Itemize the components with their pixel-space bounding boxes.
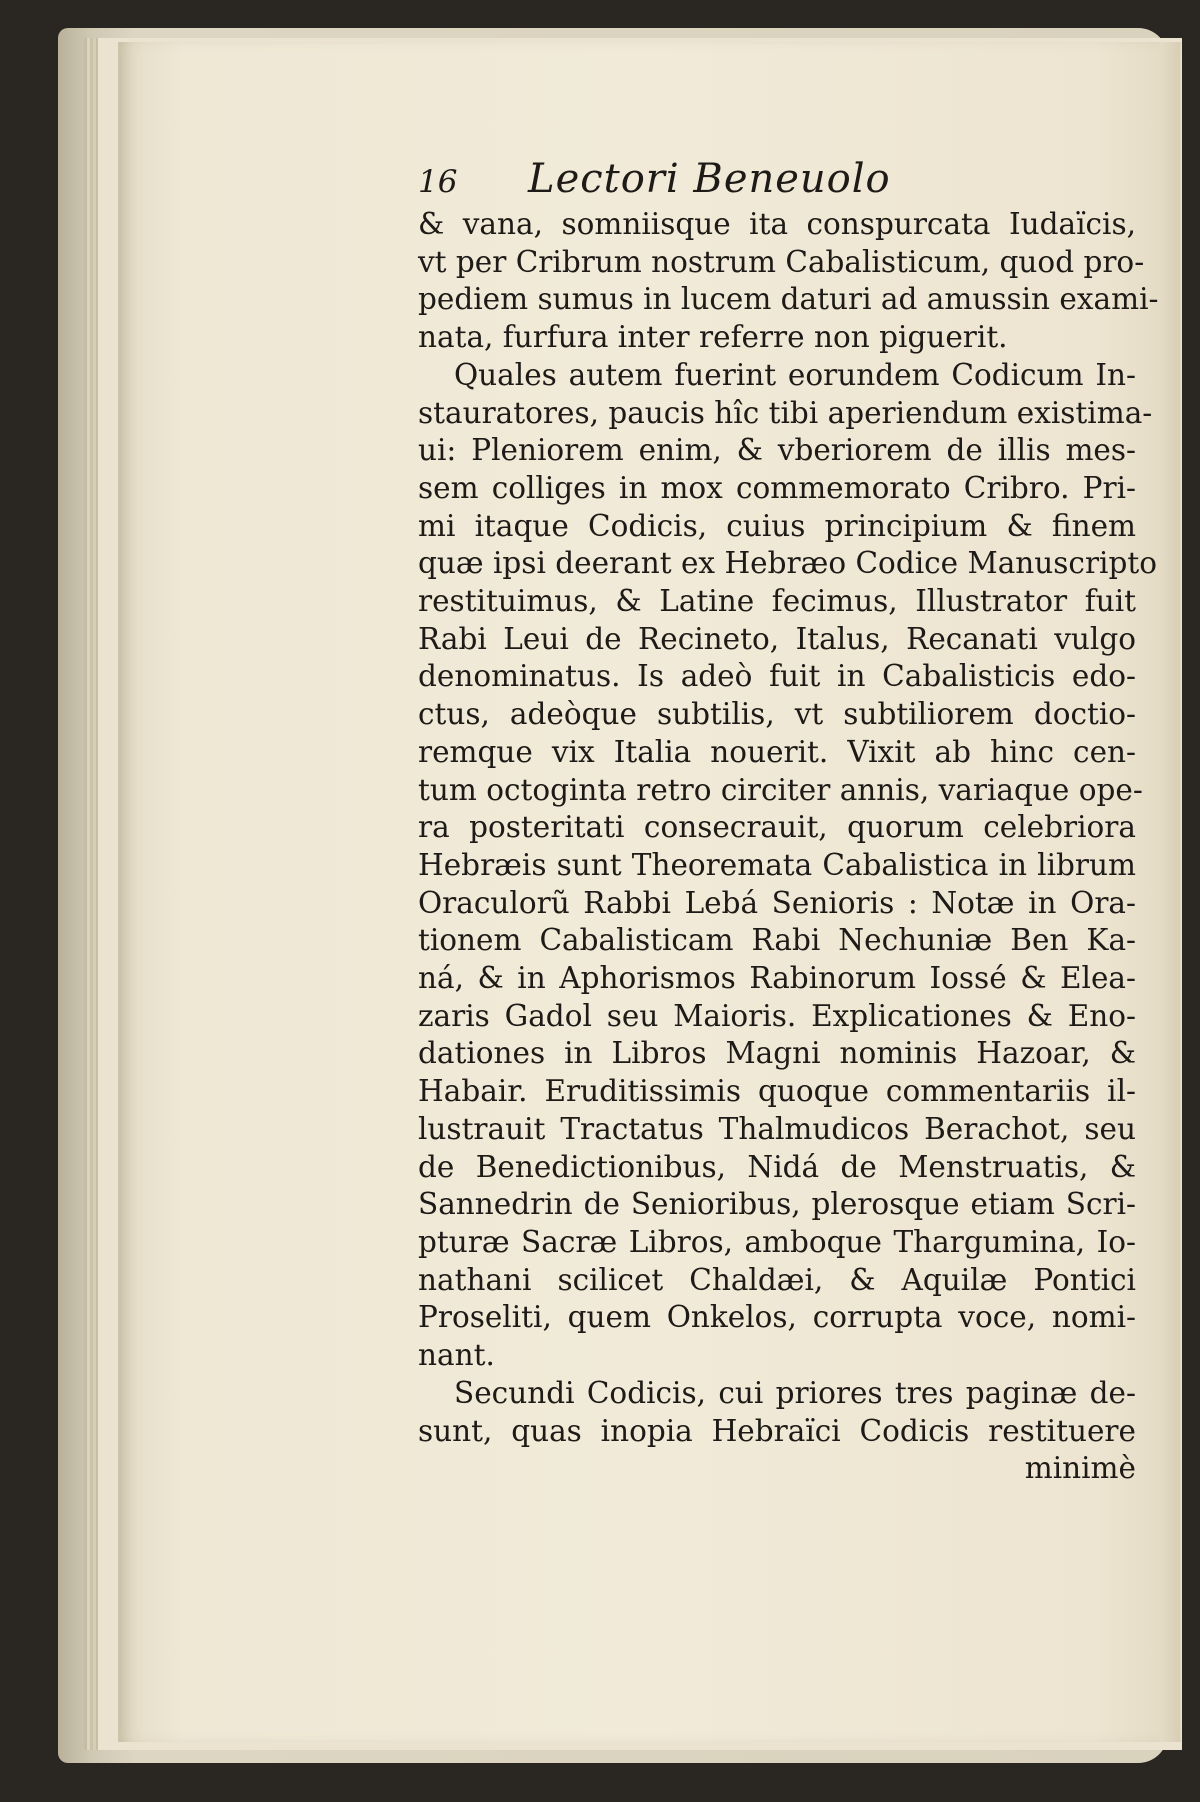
text-line: zaris Gadol seu Maioris. Explicationes & Eno- <box>418 998 1136 1033</box>
text-line: Proseliti, quem Onkelos, corrupta voce, nomi- <box>418 1300 1136 1335</box>
page-number: 16 <box>418 164 458 200</box>
text-line: vt per Cribrum nostrum Cabalisticum, quod pro- <box>418 244 1145 279</box>
text-line: ui: Pleniorem enim, & vberiorem de illis mes- <box>418 433 1136 468</box>
text-line: denominatus. Is adeò fuit in Cabalisticis edo- <box>418 659 1136 694</box>
catchword: minimè <box>1024 1451 1136 1486</box>
text-line: ná, & in Aphorismos Rabinorum Iossé & Elea- <box>418 961 1136 996</box>
text-line: pediem sumus in lucem daturi ad amussin exami- <box>418 282 1159 317</box>
text-line: Secundi Codicis, cui priores tres paginæ de- <box>454 1375 1136 1410</box>
text-line: & vana, somniisque ita conspurcata Iudaïcis, <box>418 207 1136 241</box>
page-header <box>418 150 1136 206</box>
text-line: Hebræis sunt Theoremata Cabalistica in librum <box>418 847 1136 882</box>
text-line: nata, furfura inter referre non piguerit. <box>418 320 1008 355</box>
text-line: stauratores, paucis hîc tibi aperiendum existima- <box>418 395 1153 430</box>
text-line: pturæ Sacræ Libros, amboque Thargumina, Io- <box>418 1224 1136 1259</box>
text-line: nathani scilicet Chaldæi, & Aquilæ Pontici <box>418 1262 1136 1297</box>
text-line: dationes in Libros Magni nominis Hazoar, & <box>418 1036 1136 1071</box>
text-line: Sannedrin de Senioribus, plerosque etiam Scri- <box>418 1187 1136 1222</box>
text-line: remque vix Italia nouerit. Vixit ab hinc cen- <box>418 734 1136 769</box>
text-line: Habair. Eruditissimis quoque commentariis il- <box>418 1074 1136 1109</box>
body-text <box>418 206 1159 1450</box>
text-line: tionem Cabalisticam Rabi Nechuniæ Ben Ka- <box>418 923 1136 958</box>
text-line: Rabi Leui de Recineto, Italus, Recanati vulgo <box>418 621 1136 656</box>
text-line: lustrauit Tractatus Thalmudicos Berachot, seu <box>418 1111 1136 1146</box>
text-line: Quales autem fuerint eorundem Codicum In- <box>454 357 1136 392</box>
text-line: de Benedictionibus, Nidá de Menstruatis, & <box>418 1149 1136 1184</box>
text-line: sunt, quas inopia Hebraïci Codicis restituere <box>418 1413 1136 1448</box>
running-head: Lectori Beneuolo <box>528 156 891 202</box>
page-fore-edge <box>1160 42 1180 1742</box>
text-line: nant. <box>418 1338 495 1373</box>
text-line: mi itaque Codicis, cuius principium & finem <box>418 508 1136 543</box>
text-line: sem colliges in mox commemorato Cribro. Pri- <box>418 470 1136 505</box>
text-line: tum octoginta retro circiter annis, variaque ope- <box>418 772 1143 807</box>
text-line: ctus, adeòque subtilis, vt subtiliorem doctio- <box>418 697 1136 732</box>
text-line: restituimus, & Latine fecimus, Illustrator fuit <box>418 584 1136 619</box>
text-line: ra posteritati consecrauit, quorum celebriora <box>418 810 1136 845</box>
text-line: quæ ipsi deerant ex Hebræo Codice Manuscripto <box>418 546 1157 581</box>
text-block <box>418 150 1159 1488</box>
text-line: Oraculorũ Rabbi Lebá Senioris : Notæ in Ora- <box>418 885 1136 920</box>
